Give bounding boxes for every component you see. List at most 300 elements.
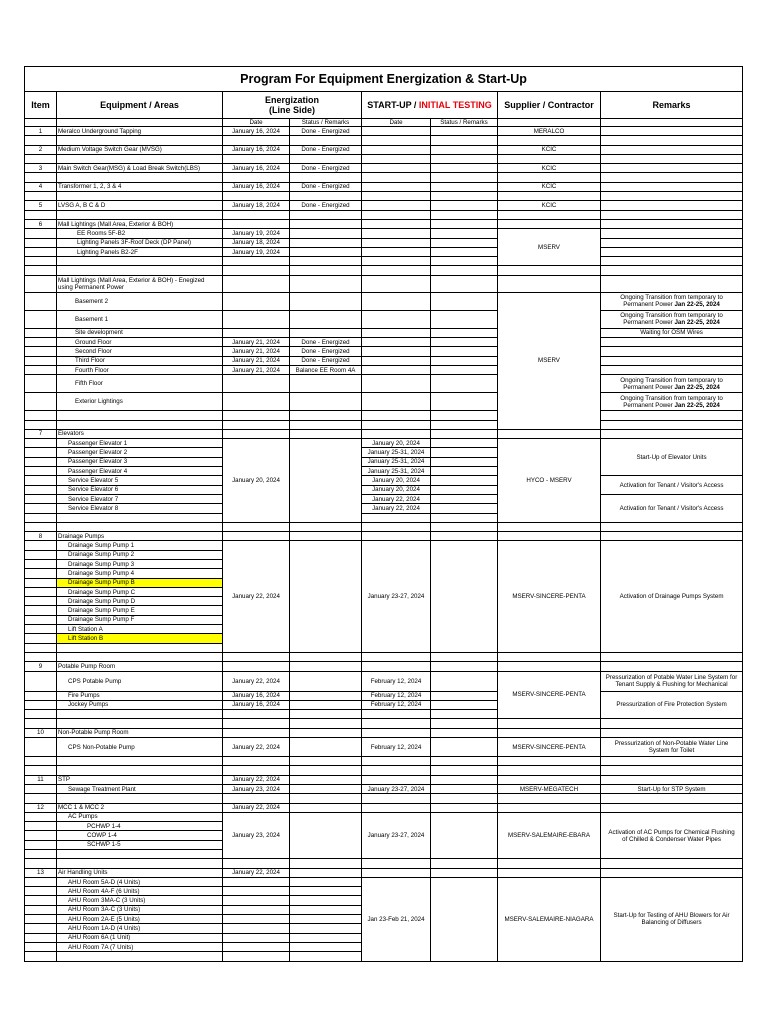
empty-cell <box>362 757 431 766</box>
table-row <box>25 210 743 219</box>
table-row <box>25 877 743 886</box>
empty-cell <box>290 257 362 266</box>
empty-cell <box>290 247 362 256</box>
empty-cell <box>223 310 290 328</box>
energization-date: January 22, 2024 <box>223 671 290 691</box>
empty-cell <box>57 136 223 145</box>
sub-equipment-name: Passenger Elevator 1 <box>57 439 223 448</box>
table-row <box>25 652 743 661</box>
energization-status: Done - Energized <box>290 182 362 191</box>
table-row <box>25 803 743 812</box>
table-row <box>25 356 743 365</box>
sub-equipment-name: Exterior Lightings <box>57 393 223 411</box>
sub-equipment-name: AHU Room 3A-C (3 Units) <box>57 905 223 914</box>
item-number: 9 <box>25 662 57 671</box>
table-row <box>25 164 743 173</box>
empty-cell <box>290 522 362 531</box>
empty-cell <box>223 393 290 411</box>
empty-cell <box>290 775 362 784</box>
item-number: 2 <box>25 145 57 154</box>
empty-cell <box>25 905 57 914</box>
empty-cell <box>431 338 498 347</box>
empty-cell <box>25 634 57 643</box>
empty-cell <box>25 229 57 238</box>
sub-equipment-name: AHU Room 1A-D (4 Units) <box>57 924 223 933</box>
energization-status <box>290 933 362 942</box>
header-energization: Energization (Line Side) <box>223 92 362 119</box>
empty-cell <box>362 238 431 247</box>
empty-cell <box>431 154 498 163</box>
equipment-name: Meralco Underground Tapping <box>57 127 223 136</box>
energization-date: January 22, 2024 <box>223 775 290 784</box>
table-row <box>25 784 743 793</box>
empty-cell <box>57 522 223 531</box>
energization-status <box>290 924 362 933</box>
empty-cell <box>601 136 743 145</box>
empty-cell <box>601 868 743 877</box>
energization-date <box>223 933 290 942</box>
empty-cell <box>498 532 601 541</box>
sub-equipment-name: Drainage Sump Pump 4 <box>57 569 223 578</box>
empty-cell <box>290 700 362 709</box>
empty-cell <box>290 238 362 247</box>
empty-cell <box>431 247 498 256</box>
energization-date <box>223 915 290 924</box>
empty-cell <box>25 710 57 719</box>
sub-equipment-name: SCHWP 1-5 <box>57 840 223 849</box>
energization-date: January 22, 2024 <box>223 868 290 877</box>
startup-date <box>362 127 431 136</box>
empty-cell <box>25 784 57 793</box>
supplier: MSERV-SINCERE-PENTA <box>498 738 601 757</box>
empty-cell <box>601 365 743 374</box>
empty-cell <box>601 775 743 784</box>
empty-cell <box>290 784 362 793</box>
empty-cell <box>223 710 290 719</box>
sub-equipment-name: Site development <box>57 328 223 337</box>
empty-cell <box>431 532 498 541</box>
empty-cell <box>25 719 57 728</box>
empty-cell <box>498 859 601 868</box>
sub-equipment-name: AHU Room 5A-D (4 Units) <box>57 877 223 886</box>
table-row <box>25 347 743 356</box>
table-row <box>25 868 743 877</box>
empty-cell <box>223 192 290 201</box>
supplier: KCIC <box>498 145 601 154</box>
energization-status <box>290 942 362 951</box>
empty-cell <box>290 691 362 700</box>
empty-cell <box>57 266 223 275</box>
empty-cell <box>290 375 362 393</box>
energization-status: Balance EE Room 4A <box>290 365 362 374</box>
empty-cell <box>290 219 362 228</box>
energization-status <box>290 887 362 896</box>
energization-date <box>223 887 290 896</box>
table-row <box>25 275 743 292</box>
empty-cell <box>431 275 498 292</box>
empty-cell <box>223 757 290 766</box>
supplier: HYCO - MSERV <box>498 439 601 523</box>
supplier: KCIC <box>498 201 601 210</box>
table-row <box>25 420 743 429</box>
empty-cell <box>362 728 431 737</box>
empty-cell <box>431 859 498 868</box>
empty-cell <box>601 275 743 292</box>
energization-date: January 23, 2024 <box>223 784 290 793</box>
empty-cell <box>362 173 431 182</box>
energization-date <box>223 942 290 951</box>
subheader-status-startup: Status / Remarks <box>431 119 498 127</box>
empty-cell <box>25 292 57 310</box>
empty-cell <box>25 448 57 457</box>
empty-cell <box>25 606 57 615</box>
remarks <box>601 145 743 154</box>
sub-equipment-name: Drainage Sump Pump E <box>57 606 223 615</box>
sub-equipment-name: Second Floor <box>57 347 223 356</box>
empty-cell <box>362 719 431 728</box>
table-row <box>25 719 743 728</box>
remarks: Pressurization of Potable Water Line System for Tenant Supply & Flushing for Mechanical <box>601 671 743 691</box>
empty-cell <box>25 652 57 661</box>
empty-cell <box>57 859 223 868</box>
table-row <box>25 794 743 803</box>
energization-status: Done - Energized <box>290 347 362 356</box>
empty-cell <box>362 803 431 812</box>
empty-cell <box>25 238 57 247</box>
empty-cell <box>362 662 431 671</box>
table-row <box>25 671 743 691</box>
empty-cell <box>431 710 498 719</box>
empty-cell <box>601 238 743 247</box>
sub-equipment-name: Fire Pumps <box>57 691 223 700</box>
startup-date: February 12, 2024 <box>362 738 431 757</box>
empty-cell <box>498 719 601 728</box>
empty-cell <box>431 429 498 438</box>
sub-equipment-name: AHU Room 3MA-C (3 Units) <box>57 896 223 905</box>
remarks: Waiting for OSM Wires <box>601 328 743 337</box>
startup-date: January 25-31, 2024 <box>362 448 431 457</box>
energization-date: January 16, 2024 <box>223 691 290 700</box>
empty-cell <box>25 257 57 266</box>
empty-cell <box>498 652 601 661</box>
empty-cell <box>431 691 498 700</box>
empty-cell <box>431 671 498 691</box>
empty-cell <box>498 210 601 219</box>
item-number: 8 <box>25 532 57 541</box>
empty-cell <box>601 192 743 201</box>
empty-cell <box>431 662 498 671</box>
empty-cell <box>498 766 601 775</box>
empty-cell <box>601 652 743 661</box>
empty-cell <box>431 375 498 393</box>
sub-equipment-name: Passenger Elevator 3 <box>57 457 223 466</box>
empty-cell <box>601 420 743 429</box>
table-row <box>25 266 743 275</box>
startup-status <box>431 127 498 136</box>
empty-cell <box>431 757 498 766</box>
startup-date: February 12, 2024 <box>362 691 431 700</box>
empty-cell <box>362 859 431 868</box>
empty-cell <box>25 275 57 292</box>
energization-date: January 21, 2024 <box>223 347 290 356</box>
empty-cell <box>25 850 57 859</box>
empty-cell <box>290 154 362 163</box>
empty-cell <box>601 229 743 238</box>
energization-status: Done - Energized <box>290 356 362 365</box>
empty-cell <box>25 569 57 578</box>
empty-cell <box>25 192 57 201</box>
startup-date: January 22, 2024 <box>362 494 431 503</box>
empty-cell <box>601 347 743 356</box>
empty-cell <box>223 136 290 145</box>
empty-cell <box>498 757 601 766</box>
empty-cell <box>25 338 57 347</box>
table-row <box>25 310 743 328</box>
empty-cell <box>25 615 57 624</box>
empty-cell <box>498 868 601 877</box>
empty-cell <box>25 541 57 550</box>
energization-date: January 16, 2024 <box>223 127 290 136</box>
empty-cell <box>362 192 431 201</box>
empty-cell <box>25 266 57 275</box>
empty-cell <box>498 173 601 182</box>
table-row <box>25 192 743 201</box>
supplier: MSERV-SALEMAIRE-NIAGARA <box>498 877 601 961</box>
remarks: Ongoing Transition from temporary to Permanent Power Jan 22-25, 2024 <box>601 375 743 393</box>
empty-cell <box>25 840 57 849</box>
empty-cell <box>290 662 362 671</box>
empty-cell <box>25 411 57 420</box>
table-row <box>25 292 743 310</box>
empty-cell <box>290 429 362 438</box>
remarks: Activation of AC Pumps for Chemical Flushing of Chilled & Condenser Water Pipes <box>601 812 743 858</box>
empty-cell <box>25 915 57 924</box>
remarks <box>601 127 743 136</box>
startup-date: January 22, 2024 <box>362 504 431 513</box>
empty-cell <box>25 859 57 868</box>
energization-date: January 22, 2024 <box>223 803 290 812</box>
empty-cell <box>362 347 431 356</box>
sub-equipment-name: Service Elevator 7 <box>57 494 223 503</box>
startup-date: January 20, 2024 <box>362 476 431 485</box>
energization-date: January 16, 2024 <box>223 164 290 173</box>
empty-cell <box>223 766 290 775</box>
empty-cell <box>57 952 223 961</box>
empty-cell <box>290 757 362 766</box>
empty-cell <box>362 136 431 145</box>
empty-cell <box>25 173 57 182</box>
startup-status <box>431 439 498 448</box>
equipment-name: Drainage Pumps <box>57 532 223 541</box>
empty-cell <box>290 210 362 219</box>
item-number: 4 <box>25 182 57 191</box>
highlighted-equipment-name: Lift Station B <box>57 634 223 643</box>
sub-equipment-name: Lift Station A <box>57 625 223 634</box>
empty-cell <box>57 766 223 775</box>
empty-cell <box>57 420 223 429</box>
empty-cell <box>223 210 290 219</box>
empty-cell <box>25 457 57 466</box>
energization-status <box>290 541 362 653</box>
table-row <box>25 775 743 784</box>
empty-cell <box>223 328 290 337</box>
startup-date: January 23-27, 2024 <box>362 812 431 858</box>
header-remarks: Remarks <box>601 92 743 119</box>
sub-equipment-name: Basement 2 <box>57 292 223 310</box>
empty-cell <box>431 347 498 356</box>
energization-date <box>223 905 290 914</box>
equipment-name: Mall Lightings (Mall Area, Exterior & BOH) - Enegized using Permanent Power <box>57 275 223 292</box>
item-number: 3 <box>25 164 57 173</box>
empty-cell <box>223 275 290 292</box>
empty-cell <box>290 794 362 803</box>
empty-cell <box>223 662 290 671</box>
startup-status <box>431 541 498 653</box>
startup-date: January 23-27, 2024 <box>362 784 431 793</box>
empty-cell <box>57 719 223 728</box>
empty-cell <box>431 356 498 365</box>
startup-status <box>431 145 498 154</box>
empty-cell <box>57 757 223 766</box>
empty-cell <box>601 266 743 275</box>
energization-schedule-table <box>24 66 743 962</box>
empty-cell <box>431 868 498 877</box>
empty-cell <box>498 266 601 275</box>
table-row <box>25 338 743 347</box>
remarks: Ongoing Transition from temporary to Permanent Power Jan 22-25, 2024 <box>601 393 743 411</box>
empty-cell <box>290 652 362 661</box>
empty-cell <box>290 868 362 877</box>
supplier: MSERV-SALEMAIRE-EBARA <box>498 812 601 858</box>
empty-cell <box>431 522 498 531</box>
remarks: Activation of Drainage Pumps System <box>601 541 743 653</box>
empty-cell <box>290 328 362 337</box>
startup-date: January 25-31, 2024 <box>362 467 431 476</box>
empty-cell <box>57 794 223 803</box>
equipment-name: LVSG A, B C & D <box>57 201 223 210</box>
empty-cell <box>57 257 223 266</box>
subheader-date: Date <box>223 119 290 127</box>
empty-cell <box>431 803 498 812</box>
energization-date: January 20, 2024 <box>223 439 290 523</box>
sub-equipment-name: Drainage Sump Pump 1 <box>57 541 223 550</box>
empty-cell <box>362 210 431 219</box>
item-number: 7 <box>25 429 57 438</box>
empty-cell <box>290 803 362 812</box>
energization-status: Done - Energized <box>290 338 362 347</box>
sub-equipment-name: Drainage Sump Pump 3 <box>57 559 223 568</box>
empty-cell <box>290 719 362 728</box>
sub-equipment-name: Lighting Panels 3F-Roof Deck (DP Panel) <box>57 238 223 247</box>
empty-cell <box>25 559 57 568</box>
table-row <box>25 375 743 393</box>
sub-equipment-name: Fifth Floor <box>57 375 223 393</box>
empty-cell <box>25 365 57 374</box>
empty-cell <box>431 393 498 411</box>
empty-cell <box>362 411 431 420</box>
empty-cell <box>498 775 601 784</box>
empty-cell <box>431 700 498 709</box>
table-row <box>25 541 743 550</box>
empty-cell <box>223 952 290 961</box>
table-row <box>25 136 743 145</box>
empty-cell <box>25 942 57 951</box>
table-row <box>25 238 743 247</box>
energization-status: Done - Energized <box>290 145 362 154</box>
empty-cell <box>362 266 431 275</box>
empty-cell <box>362 766 431 775</box>
energization-date: January 19, 2024 <box>223 229 290 238</box>
startup-date <box>362 201 431 210</box>
empty-cell <box>290 766 362 775</box>
table-row <box>25 738 743 757</box>
empty-cell <box>290 420 362 429</box>
empty-cell <box>431 728 498 737</box>
empty-cell <box>431 794 498 803</box>
empty-cell <box>431 266 498 275</box>
empty-cell <box>601 766 743 775</box>
energization-date <box>223 877 290 886</box>
empty-cell <box>290 266 362 275</box>
sub-equipment-name: AHU Room 2A-E (5 Units) <box>57 915 223 924</box>
supplier: MSERV <box>498 292 601 429</box>
startup-status <box>431 504 498 513</box>
empty-cell <box>290 728 362 737</box>
empty-cell <box>362 257 431 266</box>
sub-equipment-name: Drainage Sump Pump F <box>57 615 223 624</box>
empty-cell <box>498 192 601 201</box>
header-equipment: Equipment / Areas <box>57 92 223 119</box>
empty-cell <box>362 513 431 522</box>
supplier: MSERV-SINCERE-PENTA <box>498 671 601 719</box>
empty-cell <box>290 738 362 757</box>
empty-cell <box>223 859 290 868</box>
energization-date: January 16, 2024 <box>223 182 290 191</box>
empty-cell <box>290 393 362 411</box>
empty-cell <box>25 476 57 485</box>
item-number: 10 <box>25 728 57 737</box>
empty-cell <box>431 420 498 429</box>
startup-date <box>362 164 431 173</box>
remarks: Ongoing Transition from temporary to Permanent Power Jan 22-25, 2024 <box>601 292 743 310</box>
startup-status <box>431 201 498 210</box>
empty-cell <box>362 275 431 292</box>
startup-date: February 12, 2024 <box>362 671 431 691</box>
empty-cell <box>601 173 743 182</box>
empty-cell <box>431 238 498 247</box>
table-row <box>25 219 743 228</box>
energization-status: Done - Energized <box>290 127 362 136</box>
equipment-name: Non-Potable Pump Room <box>57 728 223 737</box>
empty-cell <box>601 154 743 163</box>
remarks: Start-Up of Elevator Units <box>601 439 743 476</box>
table-row <box>25 201 743 210</box>
empty-cell <box>25 247 57 256</box>
empty-cell <box>57 192 223 201</box>
empty-cell <box>57 513 223 522</box>
table-row <box>25 411 743 420</box>
empty-cell <box>25 766 57 775</box>
empty-cell <box>25 494 57 503</box>
empty-cell <box>223 292 290 310</box>
empty-cell <box>498 803 601 812</box>
table-row <box>25 257 743 266</box>
startup-date <box>362 145 431 154</box>
startup-date: January 23-27, 2024 <box>362 541 431 653</box>
empty-cell <box>601 257 743 266</box>
energization-date <box>223 896 290 905</box>
energization-date: January 21, 2024 <box>223 356 290 365</box>
